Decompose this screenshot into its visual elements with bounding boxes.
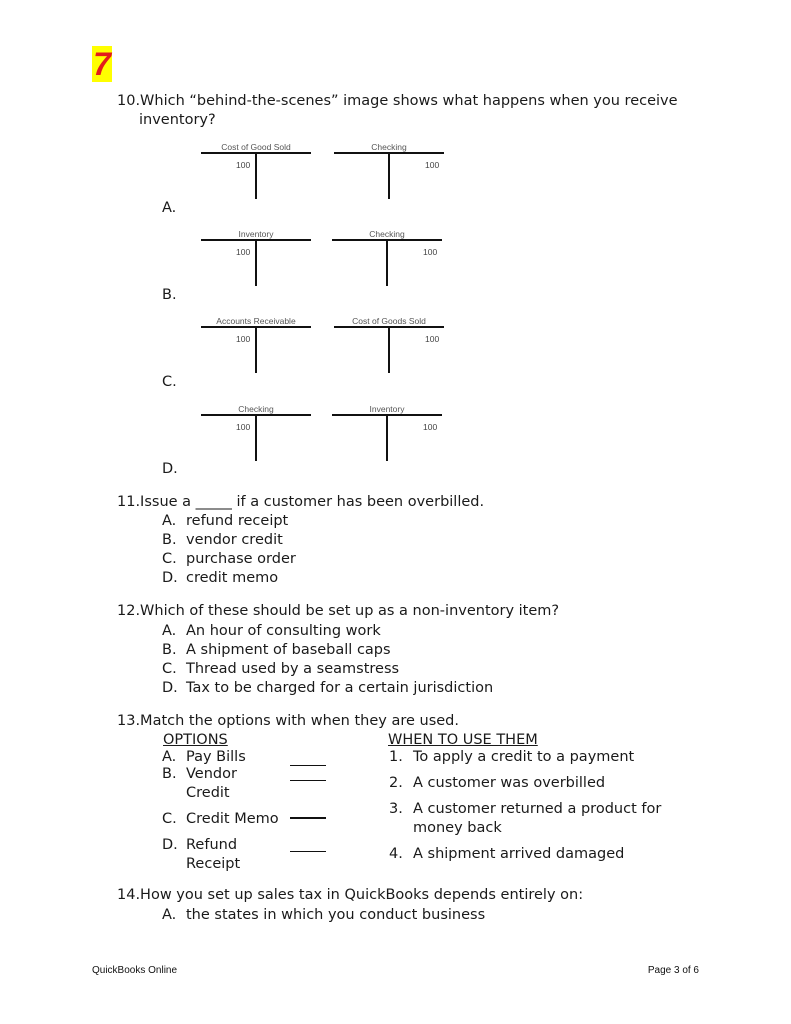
option-text: Vendor (186, 766, 237, 782)
option-text: Pay Bills (186, 749, 246, 765)
t-account-credit: 100 (425, 160, 440, 170)
t-account-debit: 100 (236, 422, 251, 432)
question-11: 11.Issue a _____ if a customer has been overbilled. (117, 494, 485, 510)
option-text: A shipment of baseball caps (186, 642, 391, 658)
when-to-use-header: WHEN TO USE THEM (388, 732, 538, 748)
question-14: 14.How you set up sales tax in QuickBooks depends entirely on: (117, 887, 584, 903)
t-account-c-right (334, 316, 444, 376)
q13-use (389, 748, 634, 767)
use-number: 3. (389, 801, 403, 817)
t-account-d-left (201, 404, 311, 464)
q12-option (162, 622, 381, 641)
t-account-title: Checking (371, 142, 407, 152)
q13-use (389, 845, 624, 864)
option-text: the states in which you conduct business (186, 907, 486, 923)
use-text-line2: money back (413, 820, 502, 836)
t-account-title: Checking (369, 229, 405, 239)
use-text: A customer returned a product for (413, 801, 662, 817)
t-account-debit: 100 (236, 247, 251, 257)
t-account-title: Cost of Goods Sold (352, 316, 426, 326)
q12-option (162, 660, 399, 679)
t-account-c-left (201, 316, 311, 376)
q13-option (162, 765, 237, 784)
q10-option-b-letter: B. (162, 287, 177, 303)
question-13: 13.Match the options with when they are used. (117, 713, 459, 729)
option-text: Credit Memo (186, 811, 279, 827)
t-account-title: Cost of Good Sold (221, 142, 291, 152)
q13-option (162, 810, 279, 829)
match-blank[interactable] (290, 765, 326, 766)
q10-option-c-letter: C. (162, 374, 177, 390)
q11-option (162, 531, 283, 550)
option-letter: C. (162, 551, 177, 567)
q12-option (162, 679, 493, 698)
option-letter: A. (162, 623, 177, 639)
option-text: vendor credit (186, 532, 283, 548)
option-text: Tax to be charged for a certain jurisdiction (186, 680, 494, 696)
footer-title: QuickBooks Online (92, 965, 178, 976)
t-account-debit: 100 (236, 160, 251, 170)
page-number-badge: 7 (93, 46, 111, 82)
q10-option-a-letter: A. (162, 200, 177, 216)
option-letter: B. (162, 766, 177, 782)
t-account-credit: 100 (423, 247, 438, 257)
q11-option (162, 512, 288, 531)
t-account-a-left (201, 142, 311, 202)
option-letter: A. (162, 749, 177, 765)
t-account-title: Checking (238, 404, 274, 414)
question-10-line2: inventory? (139, 112, 216, 128)
option-text: An hour of consulting work (186, 623, 381, 639)
option-letter: A. (162, 513, 177, 529)
option-text: Thread used by a seamstress (186, 661, 400, 677)
match-blank[interactable] (290, 817, 326, 819)
match-blank[interactable] (290, 851, 326, 852)
option-text: Refund (186, 837, 238, 853)
t-account-credit: 100 (423, 422, 438, 432)
q12-option (162, 641, 391, 660)
options-header: OPTIONS (163, 732, 228, 748)
q11-option (162, 569, 278, 588)
option-letter: B. (162, 642, 177, 658)
option-letter: C. (162, 661, 177, 677)
t-account-credit: 100 (425, 334, 440, 344)
option-letter: D. (162, 837, 178, 853)
option-text: credit memo (186, 570, 279, 586)
t-account-debit: 100 (236, 334, 251, 344)
q13-option (162, 836, 237, 855)
q14-option (162, 906, 485, 925)
footer-page-number: Page 3 of 6 (647, 965, 699, 976)
q10-option-d-letter: D. (162, 461, 178, 477)
option-text: refund receipt (186, 513, 289, 529)
t-account-a-right (334, 142, 444, 202)
option-letter: D. (162, 680, 178, 696)
q11-option (162, 550, 296, 569)
question-10-line1: 10.Which “behind-the-scenes” image shows what happens when you receive (117, 93, 678, 109)
t-account-b-right (332, 229, 442, 289)
option-letter: D. (162, 570, 178, 586)
option-letter: B. (162, 532, 177, 548)
use-number: 4. (389, 846, 403, 862)
option-text-line2: Receipt (186, 856, 241, 872)
q13-use (389, 774, 605, 793)
question-12: 12.Which of these should be set up as a non-inventory item? (117, 603, 560, 619)
q13-use (389, 800, 661, 819)
option-letter: A. (162, 907, 177, 923)
option-text-line2: Credit (186, 785, 230, 801)
option-text: purchase order (186, 551, 296, 567)
t-account-b-left (201, 229, 311, 289)
t-account-title: Inventory (369, 404, 405, 414)
t-account-d-right (332, 404, 442, 464)
match-blank[interactable] (290, 780, 326, 781)
t-account-title: Accounts Receivable (216, 316, 296, 326)
use-text: A customer was overbilled (413, 775, 606, 791)
option-letter: C. (162, 811, 177, 827)
use-text: A shipment arrived damaged (413, 846, 625, 862)
use-number: 1. (389, 749, 403, 765)
t-account-title: Inventory (238, 229, 274, 239)
use-text: To apply a credit to a payment (413, 749, 635, 765)
use-number: 2. (389, 775, 403, 791)
